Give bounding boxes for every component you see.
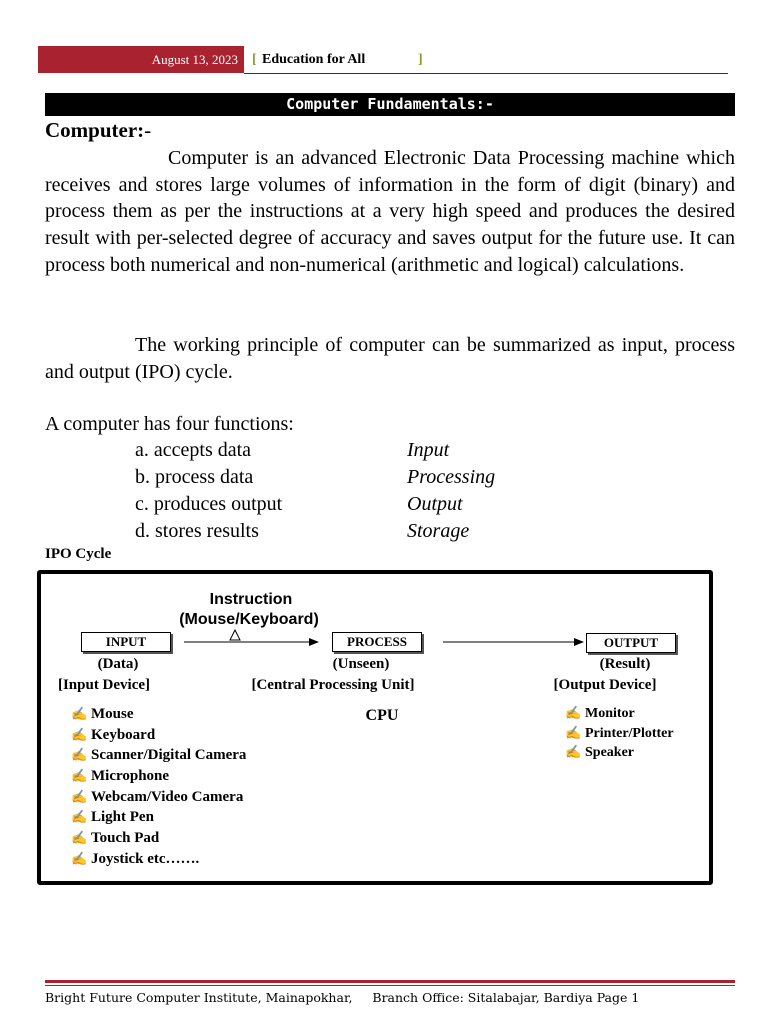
writing-hand-icon: ✍ [71, 830, 88, 846]
function-role: Processing [407, 466, 496, 488]
writing-hand-icon: ✍ [71, 850, 88, 866]
process-device-label: [Central Processing Unit] [251, 677, 415, 693]
writing-hand-icon: ✍ [71, 788, 88, 804]
process-box: PROCESS [332, 632, 422, 652]
output-sublabel: (Result) [599, 656, 651, 672]
cpu-label: CPU [365, 707, 399, 724]
arrow-head-icon [309, 638, 319, 646]
input-device-label: [Input Device] [57, 677, 151, 693]
function-role: Input [407, 439, 450, 461]
writing-hand-icon: ✍ [71, 726, 88, 742]
writing-hand-icon: ✍ [71, 706, 88, 721]
header-rule [244, 73, 728, 74]
input-sublabel: (Data) [97, 656, 139, 672]
list-item: ✍ Light Pen [71, 807, 246, 828]
ipo-cycle-label: IPO Cycle [45, 546, 112, 562]
footer-rule-thin [45, 985, 735, 986]
instruction-sublabel: (Mouse/Keyboard) [179, 611, 319, 628]
list-item: ✍ Speaker [565, 744, 634, 760]
header-right-bracket: ] [418, 52, 423, 67]
list-item: ✍ Touch Pad [71, 828, 246, 849]
header-title: Education for All [262, 52, 366, 67]
function-role: Storage [407, 520, 470, 542]
function-item: d. stores results [135, 520, 259, 542]
heading-text: Computer: [45, 118, 145, 142]
list-item: ✍ Joystick etc……. [71, 849, 246, 870]
output-device-list [565, 703, 674, 762]
list-item: ✍ Printer/Plotter [565, 724, 674, 741]
output-box: OUTPUT [586, 633, 676, 653]
writing-hand-icon: ✍ [71, 809, 88, 825]
page-heading [45, 118, 151, 143]
output-device-label: [Output Device] [553, 677, 657, 693]
function-item: a. accepts data [135, 439, 252, 461]
function-item: b. process data [135, 466, 254, 488]
section-title: Computer Fundamentals:- [45, 93, 735, 116]
paragraph-ipo: The working principle of computer can be summarized as input, process and output (IPO) cycle. [45, 334, 735, 383]
writing-hand-icon: ✍ [71, 768, 88, 784]
arrow-head-icon [574, 638, 584, 646]
list-item: ✍ Scanner/Digital Camera [71, 745, 246, 766]
writing-hand-icon: ✍ [565, 744, 582, 759]
writing-hand-icon: ✍ [565, 724, 582, 740]
footer-rule-thick [45, 980, 735, 983]
input-device-list [71, 704, 246, 870]
list-item: ✍ Monitor [565, 705, 635, 721]
list-item: ✍ Webcam/Video Camera [71, 787, 246, 808]
writing-hand-icon: ✍ [565, 705, 582, 720]
writing-hand-icon: ✍ [71, 747, 88, 763]
process-sublabel: (Unseen) [332, 656, 390, 672]
list-item: ✍ Mouse [71, 704, 246, 725]
ipo-diagram [37, 570, 713, 885]
footer-text: Bright Future Computer Institute, Mainapokhar, Branch Office: Sitalabajar, Bardiya Page 1 [45, 990, 640, 1005]
function-role: Output [407, 493, 463, 515]
function-item: c. produces output [135, 493, 283, 515]
list-item: ✍ Keyboard [71, 725, 246, 746]
pointer-triangle-icon [230, 630, 240, 640]
header-left-bracket: [ [252, 52, 257, 67]
heading-suffix: - [144, 118, 152, 142]
input-box: INPUT [81, 632, 171, 652]
instruction-label: Instruction [209, 591, 293, 608]
list-item: ✍ Microphone [71, 766, 246, 787]
paragraph-definition: Computer is an advanced Electronic Data Processing machine which receives and stores large volumes of information in the form of digit (binary) and process them as per the instructions at a very high speed and produces the desired result with per-selected degree of accuracy and saves output for the future use. It can process both numerical and non-numerical (arithmetic and logical) calculations. [45, 147, 735, 276]
header-date: August 13, 2023 [38, 46, 244, 73]
functions-intro: A computer has four functions: [45, 413, 294, 435]
